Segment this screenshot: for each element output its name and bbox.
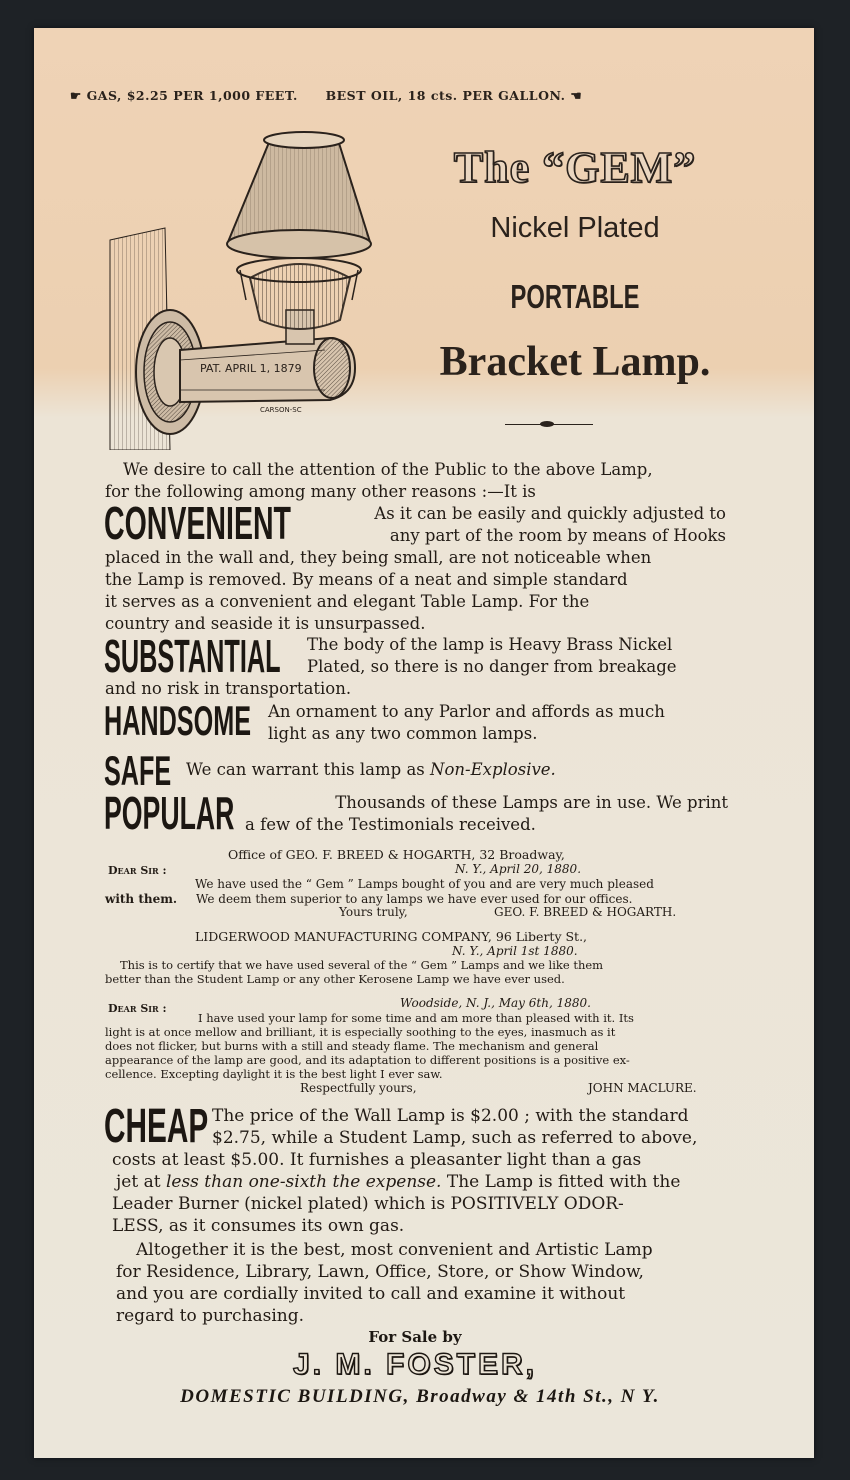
divider-ornament-icon xyxy=(540,421,554,427)
testimonial3-date: Woodside, N. J., May 6th, 1880. xyxy=(400,996,591,1010)
convenient-line-2: the Lamp is removed. By means of a neat and simple standard xyxy=(105,570,628,589)
convenient-line-1: placed in the wall and, they being small, are not noticeable when xyxy=(105,548,652,567)
oil-price: BEST OIL, 18 cts. PER GALLON. xyxy=(325,88,566,103)
hand-pointer-icon: ☛ xyxy=(70,88,82,103)
testimonial3-line-1: I have used your lamp for some time and am more than pleased with it. Its xyxy=(198,1011,634,1025)
convenient-text-1: As it can be easily and quickly adjusted to xyxy=(374,504,726,523)
testimonial1-line-1: We have used the “ Gem ” Lamps bought of you and are very much pleased xyxy=(195,877,654,891)
title-gem: The “GEM” xyxy=(453,143,697,192)
testimonial2-line-1: This is to certify that we have used several of the “ Gem ” Lamps and we like them xyxy=(120,958,604,972)
engraver-label: CARSON-SC xyxy=(260,406,302,414)
testimonial1-closing: Yours truly, xyxy=(339,905,408,919)
substantial-text-3: and no risk in transportation. xyxy=(105,679,352,698)
hand-pointer-icon: ☚ xyxy=(570,88,583,103)
seller-name: J. M. FOSTER, xyxy=(292,1348,538,1381)
convenient-text-2: any part of the room by means of Hooks xyxy=(389,526,726,545)
convenient-line-4: country and seaside it is unsurpassed. xyxy=(105,614,426,633)
title-portable: PORTABLE xyxy=(510,278,640,315)
handsome-text-1: An ornament to any Parlor and affords as much xyxy=(268,702,665,721)
testimonial1-signature: GEO. F. BREED & HOGARTH. xyxy=(494,905,677,919)
cheap-line-6: LESS, as it consumes its own gas. xyxy=(112,1216,405,1236)
substantial-text-1: The body of the lamp is Heavy Brass Nickel xyxy=(307,635,673,654)
closing-line-3: and you are cordially invited to call and examine it without xyxy=(116,1284,626,1304)
cheap-line-4-italic: less than one-sixth the expense. xyxy=(165,1172,442,1192)
testimonial3-salutation: Dear Sir : xyxy=(108,1002,167,1015)
intro-line-2: for the following among many other reasons :—It is xyxy=(105,482,536,501)
testimonial3-signature: JOHN MACLURE. xyxy=(588,1081,697,1095)
closing-line-2: for Residence, Library, Lawn, Office, Store, or Show Window, xyxy=(116,1262,644,1282)
testimonial3-line-5: cellence. Excepting daylight it is the best light I ever saw. xyxy=(105,1067,443,1081)
cheap-line-4-start: jet at xyxy=(116,1172,161,1192)
bracket-lamp-engraving xyxy=(70,110,390,450)
testimonial2-line-2: better than the Student Lamp or any other Kerosene Lamp we have ever used. xyxy=(105,972,565,986)
heading-convenient: CONVENIENT xyxy=(104,497,291,549)
safe-text xyxy=(186,759,666,780)
handsome-text-2: light as any two common lamps. xyxy=(268,724,538,743)
safe-text-main: We can warrant this lamp as xyxy=(186,760,425,779)
seller-address: DOMESTIC BUILDING, Broadway & 14th St., N Y. xyxy=(180,1386,660,1407)
testimonial2-date: N. Y., April 1st 1880. xyxy=(452,944,578,958)
closing-line-1: Altogether it is the best, most convenient and Artistic Lamp xyxy=(136,1240,653,1260)
testimonial3-line-4: appearance of the lamp are good, and its adaptation to different positions is a positive ex- xyxy=(105,1053,630,1067)
testimonial3-line-2: light is at once mellow and brilliant, it is especially soothing to the eyes, inasmuch as it xyxy=(105,1025,616,1039)
price-line xyxy=(70,88,730,103)
testimonial1-date: N. Y., April 20, 1880. xyxy=(455,862,582,876)
heading-handsome: HANDSOME xyxy=(104,697,252,744)
patent-label: PAT. APRIL 1, 1879 xyxy=(200,362,302,375)
testimonial1-with-them: with them. xyxy=(105,892,178,906)
testimonial1-salutation: Dear Sir : xyxy=(108,864,167,877)
popular-text-2: a few of the Testimonials received. xyxy=(245,815,536,834)
testimonial1-line-2: We deem them superior to any lamps we have ever used for our offices. xyxy=(196,892,633,906)
cheap-line-5: Leader Burner (nickel plated) which is POSITIVELY ODOR- xyxy=(112,1194,624,1214)
testimonial3-closing: Respectfully yours, xyxy=(300,1081,417,1095)
cheap-text-1: The price of the Wall Lamp is $2.00 ; with the standard xyxy=(212,1106,689,1126)
closing-line-4: regard to purchasing. xyxy=(116,1306,305,1326)
cheap-text-2: $2.75, while a Student Lamp, such as referred to above, xyxy=(212,1128,698,1148)
convenient-line-3: it serves as a convenient and elegant Table Lamp. For the xyxy=(105,592,590,611)
substantial-text-2: Plated, so there is no danger from breakage xyxy=(307,657,677,676)
heading-safe: SAFE xyxy=(104,747,172,794)
testimonial3-line-3: does not flicker, but burns with a still and steady flame. The mechanism and general xyxy=(105,1039,599,1053)
popular-text-1: Thousands of these Lamps are in use. We print xyxy=(335,793,728,812)
safe-text-italic: Non-Explosive. xyxy=(430,760,556,779)
cheap-line-4 xyxy=(116,1172,736,1193)
for-sale-by: For Sale by xyxy=(368,1328,462,1346)
title-nickel-plated: Nickel Plated xyxy=(490,212,660,244)
title-bracket-lamp: Bracket Lamp. xyxy=(439,339,711,385)
cheap-line-3: costs at least $5.00. It furnishes a pleasanter light than a gas xyxy=(112,1150,642,1170)
gas-price: GAS, $2.25 PER 1,000 FEET. xyxy=(86,88,298,103)
testimonial2-company: LIDGERWOOD MANUFACTURING COMPANY, 96 Liberty St., xyxy=(195,929,588,944)
heading-substantial: SUBSTANTIAL xyxy=(104,630,281,682)
testimonial1-office: Office of GEO. F. BREED & HOGARTH, 32 Broadway, xyxy=(228,847,565,862)
heading-popular: POPULAR xyxy=(104,787,235,839)
heading-cheap: CHEAP xyxy=(104,1100,209,1153)
intro-line-1: We desire to call the attention of the Public to the above Lamp, xyxy=(123,460,653,479)
cheap-line-4-end: The Lamp is fitted with the xyxy=(446,1172,681,1192)
